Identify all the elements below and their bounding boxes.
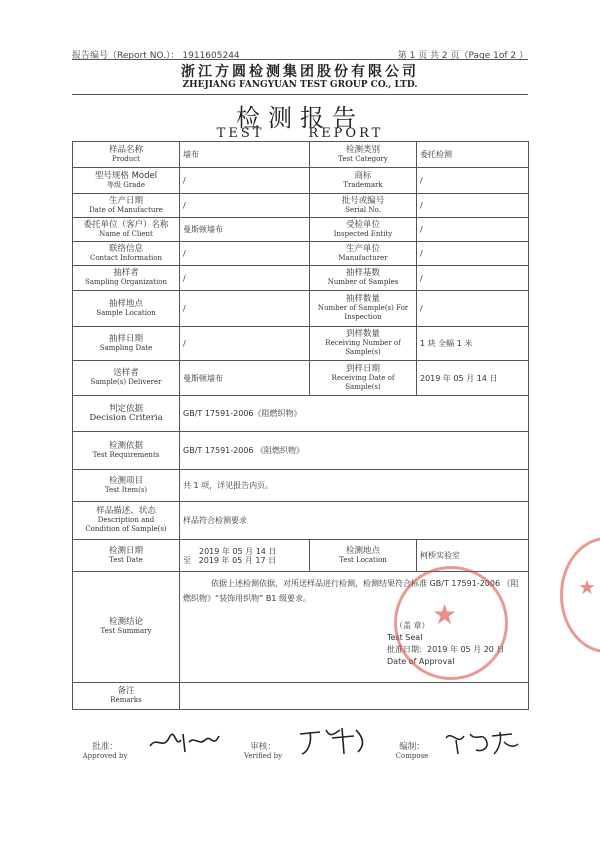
company-name-en: ZHEJIANG FANGYUAN TEST GROUP CO., LTD. [182,80,418,90]
value-receiving-date: 2019 年 05 月 14 日 [417,361,529,396]
value-client: 曼斯顿墙布 [180,218,310,242]
label-samples-inspection: 抽样数量 Number of Sample(s) For Inspection [310,291,417,327]
page-info: 第 1 页 共 2 页（Page 1of 2 ） [397,51,528,61]
row-requirements [73,432,529,470]
value-remarks [180,683,529,710]
row-test-items [73,470,529,502]
row-remarks [73,683,529,710]
label-requirements: 检测依据 Test Requirements [73,432,180,470]
label-test-location: 检测地点 Test Location [310,540,417,572]
value-product: 墙布 [180,142,310,168]
approval-date-value: 2019 年 05 月 20 日 [427,645,505,654]
test-date-to-prefix: 至 [183,555,191,565]
label-product: 样品名称 Product [73,142,180,168]
report-no-value: 1911605244 [182,51,240,61]
value-serial-no: / [417,194,529,218]
row-sampling-org [73,266,529,291]
header-rule-bottom [72,94,528,95]
value-test-date [180,540,310,572]
seal-star-icon: ★ [432,598,458,631]
row-model [73,168,529,194]
value-requirements: GB/T 17591-2006 《阻燃织物》 [180,432,529,470]
verified-by-label: 审核： Verified by [243,742,283,760]
label-sampling-date: 抽样日期 Sampling Date [73,327,180,361]
label-trademark: 商标 Trademark [310,168,417,194]
report-title-cn: 检测报告 [236,104,364,132]
value-inspected-entity: / [417,218,529,242]
label-test-items: 检测项目 Test Item(s) [73,470,180,502]
report-no-label: 报告编号（Report NO.）： [72,51,180,61]
label-receiving-number: 到样数量 Receiving Number of Sample(s) [310,327,417,361]
row-date-manufacture [73,194,529,218]
seal-label-en: Test Seal [387,633,423,642]
label-number-of-samples: 抽样基数 Number of Samples [310,266,417,291]
verifier-signature [296,724,376,760]
value-samples-inspection: / [417,291,529,327]
composer-signature [442,726,522,758]
label-remarks: 备注 Remarks [73,683,180,710]
value-receiving-number: 1 块 全幅 1 米 [417,327,529,361]
row-description [73,502,529,540]
company-name-cn: 浙江方圆检测集团股份有限公司 [181,64,419,80]
label-contact: 联络信息 Contact Information [73,242,180,266]
label-summary: 检测结论 Test Summary [73,572,180,683]
value-sampling-date: / [180,327,310,361]
value-description: 样品符合检测要求 [180,502,529,540]
label-serial-no: 批号或编号 Serial No. [310,194,417,218]
header-rule-top [72,59,528,60]
value-date-manufacture: / [180,194,310,218]
seal-label-cn: （盖 章） [395,621,430,630]
value-deliverer: 曼斯顿墙布 [180,361,310,396]
value-decision: GB/T 17591-2006《阻燃织物》 [180,396,529,432]
row-sampling-date [73,327,529,361]
row-client [73,218,529,242]
label-test-date: 检测日期 Test Date [73,540,180,572]
row-decision [73,396,529,432]
value-contact: / [180,242,310,266]
label-manufacturer: 生产单位 Manufacturer [310,242,417,266]
summary-text: 依据上述检测依据，对所送样品进行检测，检测结果符合标准 GB/T 17591-2006 《阻燃织物》“装饰用织物” B1 级要求。 [183,579,519,603]
value-test-category: 委托检测 [417,142,529,168]
value-model: / [180,168,310,194]
label-sample-location: 抽样地点 Sample Location [73,291,180,327]
row-deliverer [73,361,529,396]
approved-by-label: 批准： Approved by [82,742,128,760]
label-description: 样品描述、状态 Description and Condition of Sample(s) [73,502,180,540]
row-sample-location [73,291,529,327]
value-manufacturer: / [417,242,529,266]
label-sampling-org: 抽样者 Sampling Organization [73,266,180,291]
approval-date-label: 批准日期： [387,645,427,654]
value-number-of-samples: / [417,266,529,291]
value-sample-location: / [180,291,310,327]
value-test-location: 柯桥实验室 [417,540,529,572]
test-date-to-line [183,556,306,565]
edge-seal-star-icon: ★ [578,575,596,599]
approver-signature [145,728,225,758]
test-date-to: 2019 年 05 月 17 日 [198,555,277,565]
value-trademark: / [417,168,529,194]
title-en-report: REPORT [308,126,384,141]
compose-label: 编制： Compose [395,742,429,760]
label-client: 委托单位（客户）名称 Name of Client [73,218,180,242]
row-product [73,142,529,168]
label-deliverer: 送样者 Sample(s) Deliverer [73,361,180,396]
title-en-test: TEST [216,126,265,141]
label-inspected-entity: 受检单位 Inspected Entity [310,218,417,242]
label-receiving-date: 到样日期 Receiving Date of Sample(s) [310,361,417,396]
label-date-manufacture: 生产日期 Date of Manufacture [73,194,180,218]
value-test-items: 共 1 项，详见报告内页。 [180,470,529,502]
approval-date-en: Date of Approval [387,657,455,666]
report-title-en [72,126,528,141]
row-contact [73,242,529,266]
label-test-category: 检测类别 Test Category [310,142,417,168]
test-date-from: 2019 年 05 月 14 日 [199,546,277,556]
label-model: 型号规格 Model 等级 Grade [73,168,180,194]
label-decision: 判定依据 Decision Criteria [73,396,180,432]
value-sampling-org: / [180,266,310,291]
